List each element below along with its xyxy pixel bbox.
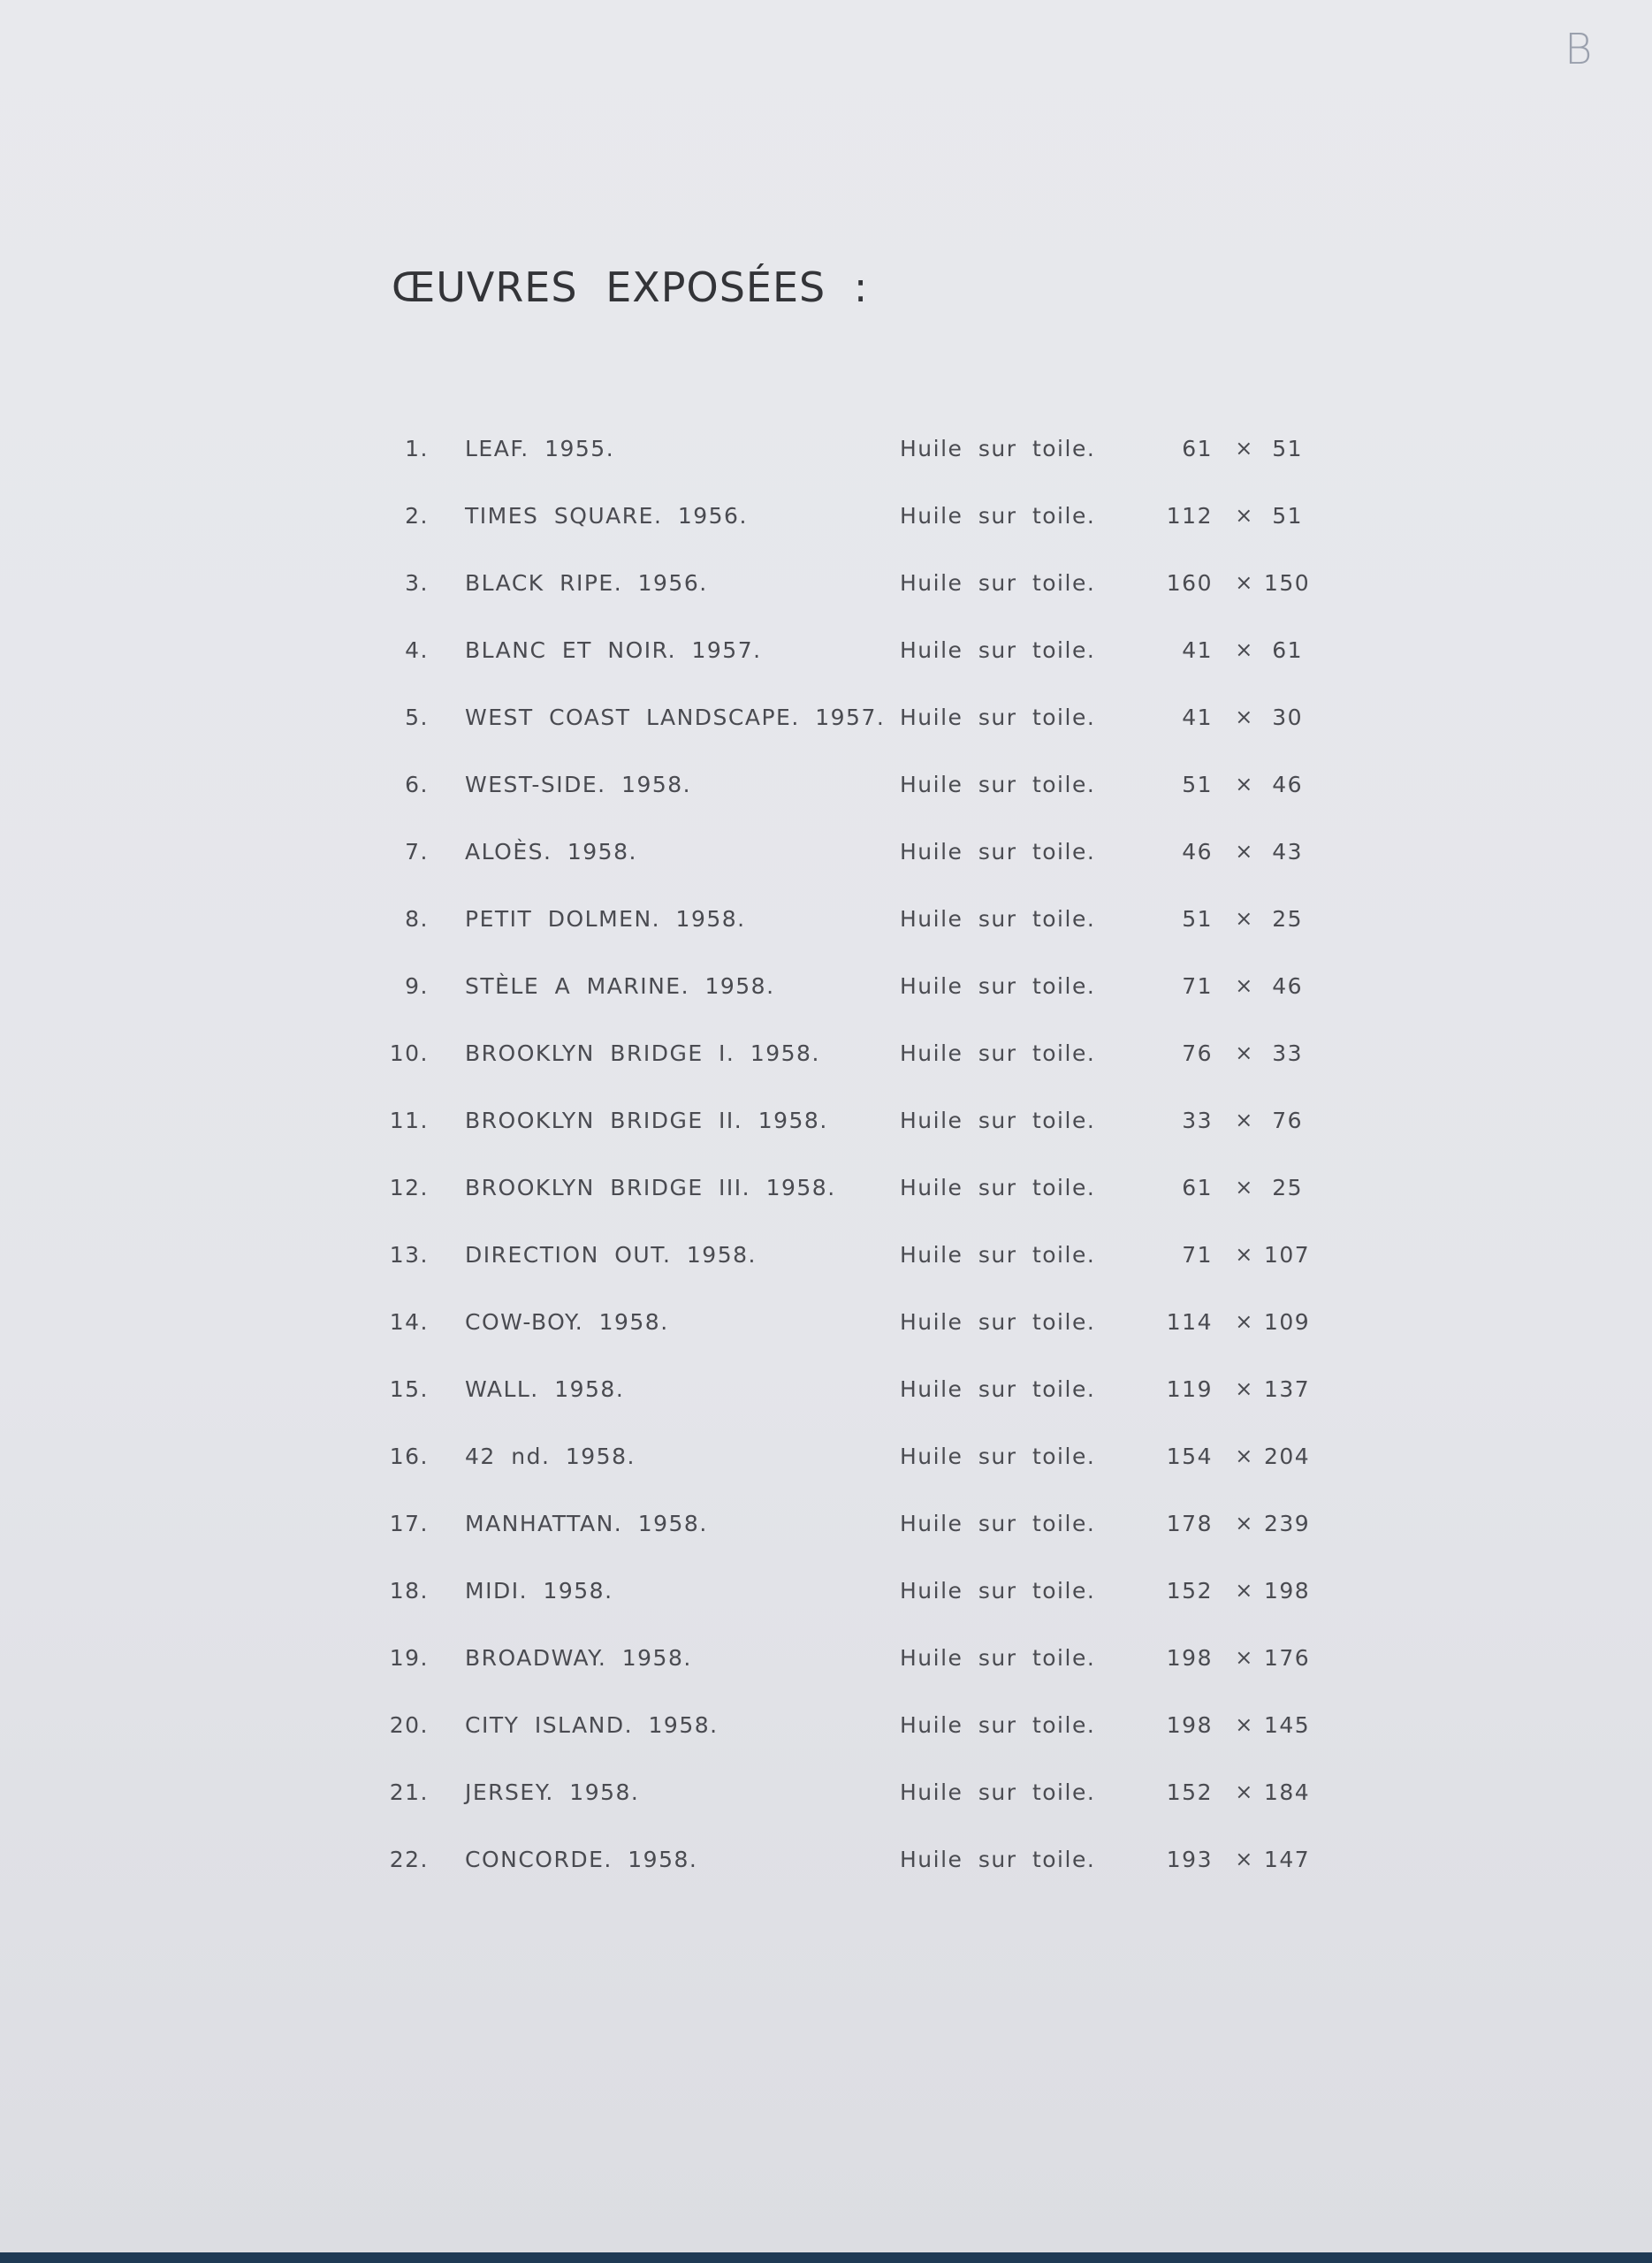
work-height: 204 [1264, 1444, 1311, 1469]
work-number: 8. [405, 906, 429, 932]
work-number: 11. [389, 1108, 429, 1133]
work-title: COW-BOY. 1958. [465, 1309, 669, 1335]
work-number: 17. [389, 1511, 429, 1536]
list-item [0, 637, 1652, 673]
work-title: BROADWAY. 1958. [465, 1645, 692, 1671]
list-item [0, 1376, 1652, 1412]
work-medium: Huile sur toile. [900, 503, 1096, 529]
work-medium: Huile sur toile. [900, 1847, 1096, 1872]
work-title: 42 nd. 1958. [465, 1444, 636, 1469]
list-item [0, 1242, 1652, 1277]
work-number: 10. [389, 1040, 429, 1066]
list-item [0, 1712, 1652, 1748]
list-item [0, 1444, 1652, 1479]
list-item [0, 906, 1652, 941]
work-medium: Huile sur toile. [900, 772, 1096, 797]
list-item [0, 1511, 1652, 1546]
work-title: CONCORDE. 1958. [465, 1847, 698, 1872]
work-width: 198 [1166, 1645, 1213, 1671]
work-number: 7. [405, 839, 429, 865]
work-width: 114 [1166, 1309, 1213, 1335]
work-medium: Huile sur toile. [900, 1712, 1096, 1738]
work-width: 198 [1166, 1712, 1213, 1738]
times-sign: × [1235, 973, 1254, 998]
work-height: 33 [1272, 1040, 1303, 1066]
list-item [0, 570, 1652, 606]
work-title: MIDI. 1958. [465, 1578, 613, 1604]
work-medium: Huile sur toile. [900, 570, 1096, 596]
work-number: 16. [389, 1444, 429, 1469]
work-height: 198 [1264, 1578, 1311, 1604]
times-sign: × [1235, 1847, 1254, 1871]
times-sign: × [1235, 839, 1254, 864]
work-width: 51 [1182, 906, 1213, 932]
work-height: 46 [1272, 772, 1303, 797]
work-number: 3. [405, 570, 429, 596]
work-width: 193 [1166, 1847, 1213, 1872]
work-number: 18. [389, 1578, 429, 1604]
work-width: 152 [1166, 1779, 1213, 1805]
list-item [0, 1847, 1652, 1882]
work-medium: Huile sur toile. [900, 1779, 1096, 1805]
times-sign: × [1235, 1242, 1254, 1267]
work-medium: Huile sur toile. [900, 1040, 1096, 1066]
work-number: 2. [405, 503, 429, 529]
work-height: 239 [1264, 1511, 1311, 1536]
work-medium: Huile sur toile. [900, 1645, 1096, 1671]
work-medium: Huile sur toile. [900, 1108, 1096, 1133]
work-title: CITY ISLAND. 1958. [465, 1712, 719, 1738]
work-title: WEST COAST LANDSCAPE. 1957. [465, 705, 886, 730]
work-title: STÈLE A MARINE. 1958. [465, 973, 775, 999]
work-title: TIMES SQUARE. 1956. [465, 503, 748, 529]
list-item [0, 436, 1652, 471]
list-item [0, 1645, 1652, 1680]
work-height: 107 [1264, 1242, 1311, 1268]
work-medium: Huile sur toile. [900, 1578, 1096, 1604]
work-height: 145 [1264, 1712, 1311, 1738]
times-sign: × [1235, 1175, 1254, 1200]
work-height: 176 [1264, 1645, 1311, 1671]
work-width: 178 [1166, 1511, 1213, 1536]
work-number: 14. [389, 1309, 429, 1335]
times-sign: × [1235, 906, 1254, 931]
work-number: 5. [405, 705, 429, 730]
times-sign: × [1235, 1040, 1254, 1065]
work-width: 71 [1182, 1242, 1213, 1268]
times-sign: × [1235, 637, 1254, 662]
work-medium: Huile sur toile. [900, 973, 1096, 999]
work-width: 160 [1166, 570, 1213, 596]
work-medium: Huile sur toile. [900, 1242, 1096, 1268]
list-item [0, 772, 1652, 807]
work-height: 51 [1272, 503, 1303, 529]
work-height: 137 [1264, 1376, 1311, 1402]
work-width: 46 [1182, 839, 1213, 865]
list-item [0, 1040, 1652, 1076]
work-number: 6. [405, 772, 429, 797]
times-sign: × [1235, 1376, 1254, 1401]
times-sign: × [1235, 1578, 1254, 1603]
work-title: BROOKLYN BRIDGE I. 1958. [465, 1040, 820, 1066]
work-medium: Huile sur toile. [900, 1376, 1096, 1402]
page-title: ŒUVRES EXPOSÉES : [392, 263, 869, 311]
work-height: 30 [1272, 705, 1303, 730]
work-height: 43 [1272, 839, 1303, 865]
work-number: 19. [389, 1645, 429, 1671]
work-height: 150 [1264, 570, 1311, 596]
work-width: 33 [1182, 1108, 1213, 1133]
times-sign: × [1235, 705, 1254, 729]
list-item [0, 1779, 1652, 1815]
times-sign: × [1235, 1645, 1254, 1670]
work-medium: Huile sur toile. [900, 839, 1096, 865]
times-sign: × [1235, 772, 1254, 796]
work-height: 147 [1264, 1847, 1311, 1872]
work-height: 109 [1264, 1309, 1311, 1335]
work-title: LEAF. 1955. [465, 436, 615, 461]
list-item [0, 1108, 1652, 1143]
work-width: 51 [1182, 772, 1213, 797]
work-height: 184 [1264, 1779, 1311, 1805]
work-medium: Huile sur toile. [900, 705, 1096, 730]
work-title: BROOKLYN BRIDGE II. 1958. [465, 1108, 828, 1133]
work-height: 76 [1272, 1108, 1303, 1133]
work-number: 4. [405, 637, 429, 663]
work-medium: Huile sur toile. [900, 1309, 1096, 1335]
list-item [0, 1309, 1652, 1345]
work-height: 25 [1272, 1175, 1303, 1200]
page-bottom-edge [0, 2252, 1652, 2263]
work-number: 1. [405, 436, 429, 461]
work-width: 119 [1166, 1376, 1213, 1402]
work-number: 15. [389, 1376, 429, 1402]
work-width: 61 [1182, 436, 1213, 461]
work-title: JERSEY. 1958. [465, 1779, 640, 1805]
times-sign: × [1235, 1712, 1254, 1737]
work-width: 61 [1182, 1175, 1213, 1200]
work-number: 12. [389, 1175, 429, 1200]
work-title: DIRECTION OUT. 1958. [465, 1242, 757, 1268]
work-medium: Huile sur toile. [900, 436, 1096, 461]
work-width: 71 [1182, 973, 1213, 999]
work-width: 76 [1182, 1040, 1213, 1066]
work-number: 9. [405, 973, 429, 999]
list-item [0, 973, 1652, 1009]
list-item [0, 503, 1652, 538]
work-height: 51 [1272, 436, 1303, 461]
work-width: 41 [1182, 637, 1213, 663]
work-title: WALL. 1958. [465, 1376, 625, 1402]
work-title: WEST-SIDE. 1958. [465, 772, 692, 797]
work-height: 46 [1272, 973, 1303, 999]
work-medium: Huile sur toile. [900, 637, 1096, 663]
times-sign: × [1235, 1444, 1254, 1468]
work-title: BLACK RIPE. 1956. [465, 570, 708, 596]
work-title: PETIT DOLMEN. 1958. [465, 906, 746, 932]
work-number: 13. [389, 1242, 429, 1268]
times-sign: × [1235, 436, 1254, 461]
list-item [0, 705, 1652, 740]
work-title: ALOÈS. 1958. [465, 839, 637, 865]
corner-mark: B [1564, 25, 1593, 74]
work-title: BLANC ET NOIR. 1957. [465, 637, 762, 663]
work-width: 112 [1166, 503, 1213, 529]
work-number: 22. [389, 1847, 429, 1872]
times-sign: × [1235, 1108, 1254, 1132]
work-medium: Huile sur toile. [900, 906, 1096, 932]
work-number: 21. [389, 1779, 429, 1805]
times-sign: × [1235, 570, 1254, 595]
times-sign: × [1235, 503, 1254, 528]
work-height: 61 [1272, 637, 1303, 663]
work-medium: Huile sur toile. [900, 1444, 1096, 1469]
times-sign: × [1235, 1511, 1254, 1535]
work-number: 20. [389, 1712, 429, 1738]
list-item [0, 1175, 1652, 1210]
list-item [0, 1578, 1652, 1613]
work-title: BROOKLYN BRIDGE III. 1958. [465, 1175, 836, 1200]
work-width: 154 [1166, 1444, 1213, 1469]
work-width: 41 [1182, 705, 1213, 730]
work-width: 152 [1166, 1578, 1213, 1604]
work-height: 25 [1272, 906, 1303, 932]
work-medium: Huile sur toile. [900, 1175, 1096, 1200]
work-title: MANHATTAN. 1958. [465, 1511, 708, 1536]
work-medium: Huile sur toile. [900, 1511, 1096, 1536]
list-item [0, 839, 1652, 874]
times-sign: × [1235, 1779, 1254, 1804]
times-sign: × [1235, 1309, 1254, 1334]
